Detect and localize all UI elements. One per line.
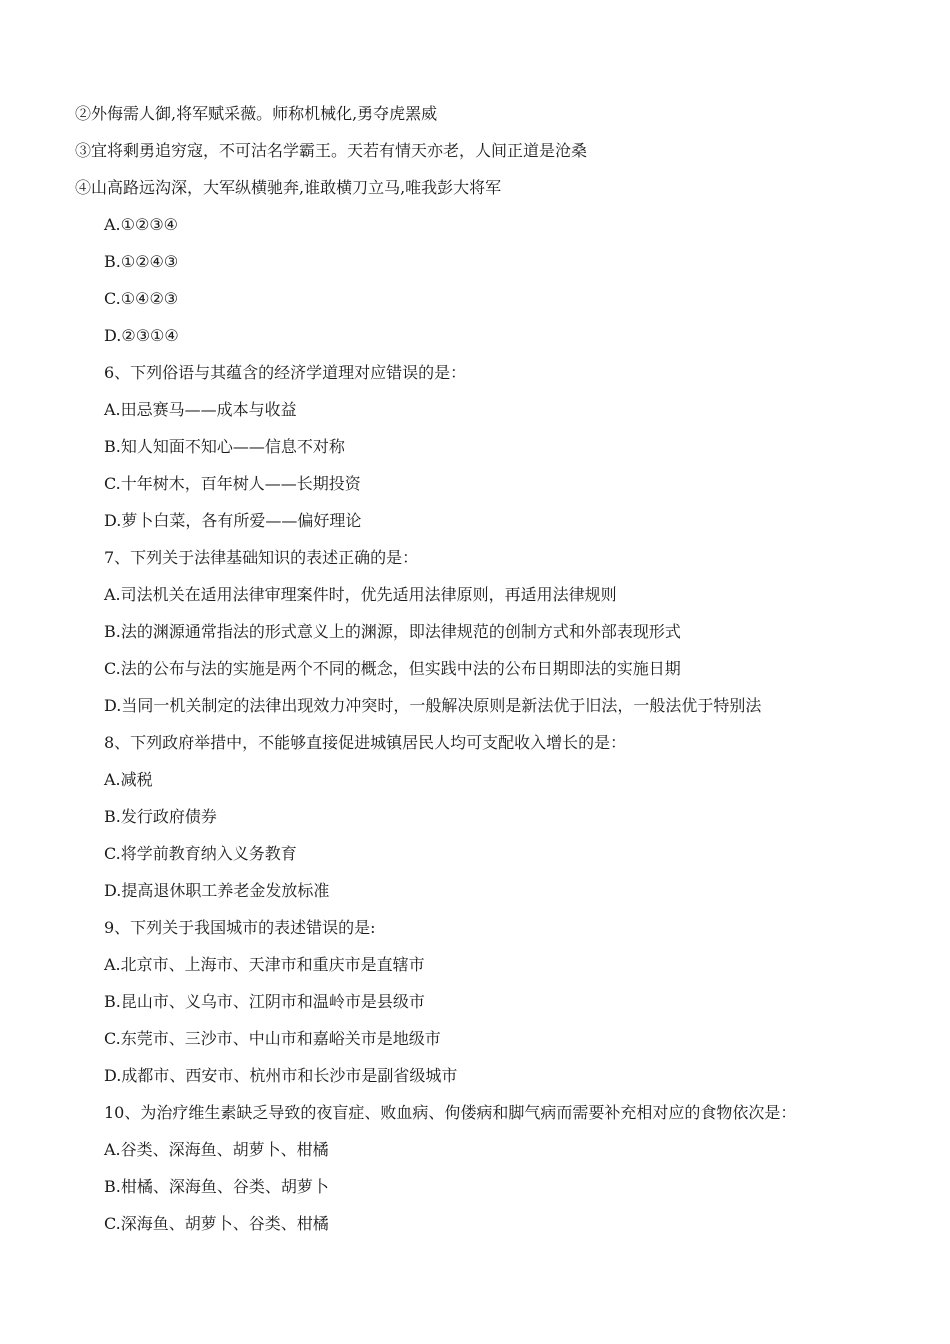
poem-line-2: ②外侮需人御,将军赋采薇。师称机械化,勇夺虎罴威	[75, 104, 438, 123]
q9-option-a: A.北京市、上海市、天津市和重庆市是直辖市	[104, 955, 425, 974]
q6-stem: 6、下列俗语与其蕴含的经济学道理对应错误的是：	[104, 363, 467, 382]
q6-option-a: A.田忌赛马——成本与收益	[104, 400, 297, 419]
q6-option-c: C.十年树木，百年树人——长期投资	[104, 474, 361, 493]
q7-option-d: D.当同一机关制定的法律出现效力冲突时，一般解决原则是新法优于旧法，一般法优于特别法	[104, 696, 762, 715]
q9-option-b: B.昆山市、义乌市、江阴市和温岭市是县级市	[104, 992, 425, 1011]
q10-option-a: A.谷类、深海鱼、胡萝卜、柑橘	[104, 1140, 329, 1159]
q10-option-b: B.柑橘、深海鱼、谷类、胡萝卜	[104, 1177, 329, 1196]
q9-option-c: C.东莞市、三沙市、中山市和嘉峪关市是地级市	[104, 1029, 441, 1048]
q9-option-d: D.成都市、西安市、杭州市和长沙市是副省级城市	[104, 1066, 458, 1085]
q8-option-b: B.发行政府债券	[104, 807, 217, 826]
q6-option-d: D.萝卜白菜，各有所爱——偏好理论	[104, 511, 362, 530]
q8-option-a: A.减税	[104, 770, 153, 789]
q5-option-b: B.①②④③	[104, 252, 179, 271]
q5-option-d: D.②③①④	[104, 326, 179, 345]
q10-option-c: C.深海鱼、胡萝卜、谷类、柑橘	[104, 1214, 329, 1233]
q8-stem: 8、下列政府举措中，不能够直接促进城镇居民人均可支配收入增长的是：	[104, 733, 627, 752]
q5-option-c: C.①④②③	[104, 289, 179, 308]
q7-option-a: A.司法机关在适用法律审理案件时，优先适用法律原则，再适用法律规则	[104, 585, 617, 604]
q9-stem: 9、下列关于我国城市的表述错误的是:	[104, 918, 376, 937]
q7-option-b: B.法的渊源通常指法的形式意义上的渊源，即法律规范的创制方式和外部表现形式	[104, 622, 681, 641]
q7-option-c: C.法的公布与法的实施是两个不同的概念，但实践中法的公布日期即法的实施日期	[104, 659, 681, 678]
q10-stem: 10、为治疗维生素缺乏导致的夜盲症、败血病、佝偻病和脚气病而需要补充相对应的食物依次是：	[104, 1103, 797, 1122]
poem-line-3: ③宜将剩勇追穷寇，不可沽名学霸王。天若有情天亦老，人间正道是沧桑	[75, 141, 588, 160]
q6-option-b: B.知人知面不知心——信息不对称	[104, 437, 345, 456]
q5-option-a: A.①②③④	[104, 215, 179, 234]
q7-stem: 7、下列关于法律基础知识的表述正确的是：	[104, 548, 419, 567]
q8-option-d: D.提高退休职工养老金发放标准	[104, 881, 330, 900]
q8-option-c: C.将学前教育纳入义务教育	[104, 844, 297, 863]
poem-line-4: ④山高路远沟深，大军纵横驰奔,谁敢横刀立马,唯我彭大将军	[75, 178, 502, 197]
